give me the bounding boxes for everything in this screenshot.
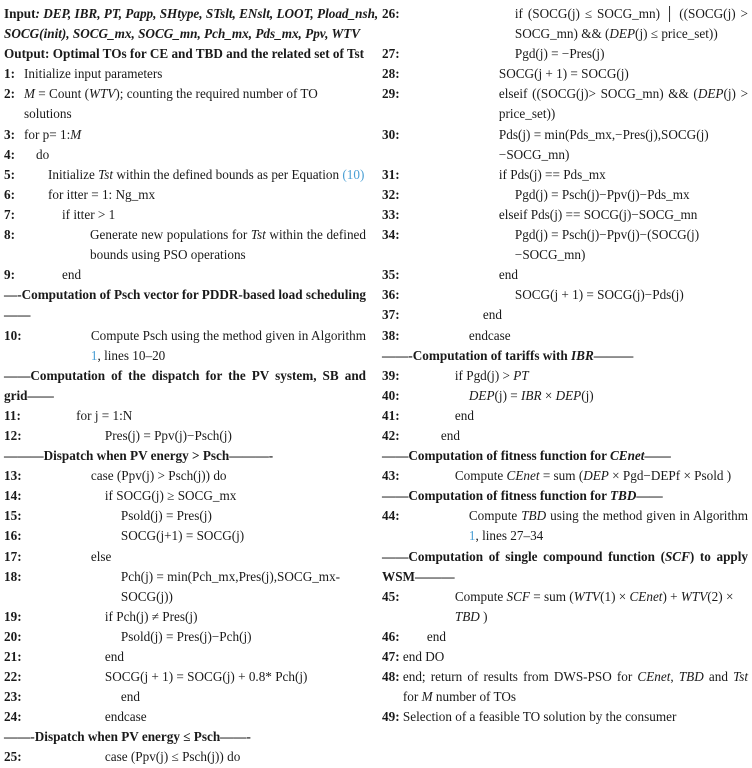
algorithm-line-number: 17: xyxy=(4,548,25,564)
algorithm-line-number: 35: xyxy=(382,267,403,283)
algorithm-line-text: DEP(j) = IBR × DEP(j) xyxy=(468,387,594,403)
algorithm-line-number: 6: xyxy=(4,186,19,202)
algorithm-line-text: case (Ppv(j) ≤ Psch(j)) do xyxy=(104,749,241,765)
algorithm-line-number: 40: xyxy=(382,387,403,403)
algorithm-line-number: 15: xyxy=(4,508,25,524)
algorithm-line xyxy=(4,526,366,546)
algorithm-line-text: Compute Psch using the method given in Algorithm 1, lines 10–20 xyxy=(90,327,370,363)
algorithm-line xyxy=(4,145,366,165)
algorithm-line-text: end xyxy=(120,689,140,705)
algorithm-line-text: Psold(j) = Pres(j)−Pch(j) xyxy=(120,628,252,644)
algorithm-line-number: 29: xyxy=(382,86,403,102)
algorithm-line-number: 10: xyxy=(4,327,25,343)
algorithm-line-number: 4: xyxy=(4,146,19,162)
algorithm-line-text: Compute TBD using the method given in Algorithm 1, lines 27–34 xyxy=(468,508,752,544)
algorithm-line-number: 49: xyxy=(382,709,403,725)
algorithm-line-text: SOCG(j + 1) = SOCG(j)−Pds(j) xyxy=(514,287,684,303)
algorithm-line xyxy=(4,647,366,667)
algorithm-line-text: if (SOCG(j) ≤ SOCG_mn) │ ((SOCG(j) > SOCG_mn) && (DEP(j) ≤ price_set)) xyxy=(514,6,752,42)
section-divider-label: —-Computation of Psch vector for PDDR-based load scheduling—— xyxy=(4,287,366,323)
algorithm-line xyxy=(382,326,748,346)
section-divider-label: ——-Dispatch when PV energy ≤ Psch——- xyxy=(4,729,251,745)
algorithm-line-number: 26: xyxy=(382,6,403,21)
algorithm-line xyxy=(4,326,370,366)
algorithm-line xyxy=(382,165,748,185)
algorithm-right-column xyxy=(376,0,752,725)
algorithm-input-line-2 xyxy=(4,24,366,44)
algorithm-line xyxy=(382,44,748,64)
algorithm-line xyxy=(382,205,748,225)
algorithm-line xyxy=(4,406,366,426)
algorithm-line-text: Generate new populations for Tst within the defined bounds using PSO operations xyxy=(90,227,370,263)
algorithm-line xyxy=(4,265,366,285)
algorithm-line-number: 46: xyxy=(382,628,403,644)
algorithm-line-text: for itter = 1: Ng_mx xyxy=(48,186,156,202)
algorithm-line xyxy=(4,205,366,225)
algorithm-line xyxy=(4,426,366,446)
algorithm-line-text: Compute SCF = sum (WTV(1) × CEnet) + WTV(2) × TBD ) xyxy=(454,588,737,624)
algorithm-line-number: 25: xyxy=(4,749,25,765)
algorithm-line-text: end xyxy=(426,628,446,644)
algorithm-line-number: 3: xyxy=(4,126,19,142)
algorithm-line-number: 8: xyxy=(4,227,19,243)
algorithm-line-number: 27: xyxy=(382,46,403,62)
algorithm-line-number: 20: xyxy=(4,628,25,644)
input-label: Input xyxy=(4,6,36,21)
algorithm-line-number: 28: xyxy=(382,66,403,82)
algorithm-line-text: elseif ((SOCG(j)> SOCG_mn) && (DEP(j) > price_set)) xyxy=(498,86,752,122)
algorithm-line-text: Psold(j) = Pres(j) xyxy=(120,508,212,524)
algorithm-line-text: end xyxy=(62,267,82,283)
algorithm-line-text: SOCG(j+1) = SOCG(j) xyxy=(120,528,245,544)
algorithm-line xyxy=(4,707,366,727)
algorithm-line-text: SOCG(j + 1) = SOCG(j) + 0.8* Pch(j) xyxy=(104,669,308,685)
algorithm-line xyxy=(4,125,366,145)
algorithm-line-number: 16: xyxy=(4,528,25,544)
algorithm-line-number: 31: xyxy=(382,166,403,182)
algorithm-line xyxy=(4,225,370,265)
algorithm-line-number: 36: xyxy=(382,287,403,303)
algorithm-line-number: 34: xyxy=(382,227,403,243)
algorithm-line-number: 39: xyxy=(382,367,403,383)
section-divider-label: ———Dispatch when PV energy > Psch———- xyxy=(4,448,274,464)
algorithm-line-number: 7: xyxy=(4,206,19,222)
algorithm-line xyxy=(382,185,748,205)
algorithm-line-text: end xyxy=(104,649,124,664)
algorithm-line-text: end DO xyxy=(402,649,445,664)
algorithm-line xyxy=(382,426,748,446)
algorithm-line xyxy=(382,64,748,84)
right-column-lines xyxy=(382,4,752,727)
algorithm-line-number: 33: xyxy=(382,206,403,222)
algorithm-line xyxy=(382,285,748,305)
algorithm-line xyxy=(4,466,366,486)
algorithm-line-text: end xyxy=(454,407,474,423)
section-divider-label: ——-Computation of tariffs with IBR——— xyxy=(382,347,634,363)
algorithm-line-text: if Pgd(j) > PT xyxy=(454,367,529,383)
algorithm-line xyxy=(4,64,366,84)
algorithm-line xyxy=(4,486,366,506)
algorithm-line xyxy=(382,647,748,667)
algorithm-line xyxy=(382,225,748,265)
algorithm-line-text: elseif Pds(j) == SOCG(j)−SOCG_mn xyxy=(498,206,698,222)
algorithm-line-text: case (Ppv(j) > Psch(j)) do xyxy=(90,468,227,484)
algorithm-line-text: else xyxy=(90,548,112,564)
algorithm-line xyxy=(382,386,748,406)
algorithm-line xyxy=(382,587,748,627)
algorithm-line-text: do xyxy=(36,146,50,162)
algorithm-line xyxy=(382,466,748,486)
algorithm-line xyxy=(4,627,366,647)
algorithm-line-text: end xyxy=(482,307,502,323)
algorithm-line-number: 22: xyxy=(4,669,25,685)
algorithm-line-text: Pch(j) = min(Pch_mx,Pres(j),SOCG_mx-SOCG(j)) xyxy=(120,568,341,604)
algorithm-line-number: 23: xyxy=(4,689,25,705)
algorithm-line-number: 30: xyxy=(382,126,403,142)
input-line-2-text: SOCG(init), SOCG_mx, SOCG_mn, Pch_mx, Pds_mx, Ppv, WTV xyxy=(4,26,361,42)
algorithm-line-number: 44: xyxy=(382,508,403,524)
algorithm-line xyxy=(382,627,748,647)
algorithm-line-number: 13: xyxy=(4,468,25,484)
algorithm-line xyxy=(382,84,752,124)
algorithm-line xyxy=(382,506,752,546)
algorithm-line-number: 32: xyxy=(382,186,403,202)
algorithm-line xyxy=(4,567,366,607)
algorithm-line-number: 47: xyxy=(382,649,403,664)
algorithm-line-number: 19: xyxy=(4,608,25,624)
algorithm-line-number: 38: xyxy=(382,327,403,343)
algorithm-line-text: Pgd(j) = Psch(j)−Ppv(j)−Pds_mx xyxy=(514,186,690,202)
algorithm-line-number: 14: xyxy=(4,488,25,504)
algorithm-line xyxy=(4,667,366,687)
algorithm-line xyxy=(4,607,366,627)
algorithm-line xyxy=(4,84,366,124)
algorithm-line-text: endcase xyxy=(468,327,511,343)
output-text: : Optimal TOs for CE and TBD and the related set of Tst xyxy=(45,46,365,62)
algorithm-line-number: 12: xyxy=(4,427,25,443)
algorithm-line-text: end; return of results from DWS-PSO for CEnet, TBD and Tst for M number of TOs xyxy=(402,669,752,705)
algorithm-line xyxy=(382,4,752,44)
algorithm-line-number: 2: xyxy=(4,86,19,102)
algorithm-line xyxy=(4,747,366,767)
input-line-1-text: : DEP, IBR, PT, Papp, SHtype, STslt, ENslt, LOOT, Pload_nsh, xyxy=(35,6,379,21)
algorithm-line-number: 42: xyxy=(382,427,403,443)
algorithm-line-text: Pds(j) = min(Pds_mx,−Pres(j),SOCG(j)−SOCG_mn) xyxy=(498,126,709,162)
section-divider-label: ——Computation of fitness function for TBD—— xyxy=(382,488,663,504)
algorithm-line-text: end xyxy=(440,427,460,443)
algorithm-line xyxy=(382,667,752,707)
output-label: Output xyxy=(4,46,46,62)
algorithm-line-text: Initialize input parameters xyxy=(24,66,163,82)
algorithm-line-number: 11: xyxy=(4,407,25,423)
algorithm-line-text: Initialize Tst within the defined bounds as per Equation (10) xyxy=(48,166,365,182)
algorithm-line-number: 5: xyxy=(4,166,19,182)
algorithm-input-line-1 xyxy=(4,4,379,24)
algorithm-line xyxy=(382,707,748,727)
algorithm-output-line xyxy=(4,44,366,64)
algorithm-line-number: 9: xyxy=(4,267,19,283)
algorithm-line xyxy=(382,305,748,325)
algorithm-line xyxy=(382,125,748,165)
algorithm-line xyxy=(4,547,366,567)
section-divider-label: ——Computation of fitness function for CEnet—— xyxy=(382,448,671,464)
algorithm-line-text: if Pch(j) ≠ Pres(j) xyxy=(104,608,198,624)
algorithm-line-text: Pres(j) = Ppv(j)−Psch(j) xyxy=(104,427,232,443)
algorithm-line xyxy=(4,687,366,707)
algorithm-line-text: if itter > 1 xyxy=(62,206,116,222)
section-divider-label: ——Computation of the dispatch for the PV system, SB and grid—— xyxy=(4,367,370,403)
algorithm-line xyxy=(382,406,748,426)
algorithm-line-number: 24: xyxy=(4,709,25,725)
algorithm-line-text: SOCG(j + 1) = SOCG(j) xyxy=(498,66,629,82)
algorithm-line-text: Compute CEnet = sum (DEP × Pgd−DEPf × Psold ) xyxy=(454,468,732,484)
algorithm-line-number: 21: xyxy=(4,649,25,664)
algorithm-line xyxy=(4,165,366,185)
algorithm-line-number: 45: xyxy=(382,588,403,604)
algorithm-line xyxy=(4,185,366,205)
algorithm-line-number: 1: xyxy=(4,66,19,82)
algorithm-line xyxy=(382,265,748,285)
algorithm-line-text: if SOCG(j) ≥ SOCG_mx xyxy=(104,488,237,504)
algorithm-line-text: M = Count (WTV); counting the required number of TO solutions xyxy=(24,86,322,122)
left-column-lines xyxy=(4,64,370,767)
algorithm-line-text: Pgd(j) = Psch(j)−Ppv(j)−(SOCG(j)−SOCG_mn) xyxy=(514,227,700,263)
algorithm-line-text: Selection of a feasible TO solution by the consumer xyxy=(402,709,677,725)
algorithm-line-number: 18: xyxy=(4,568,25,584)
section-divider-label: ——Computation of single compound function (SCF) to apply WSM——— xyxy=(382,548,752,584)
algorithm-line-text: end xyxy=(498,267,518,283)
algorithm-line-number: 48: xyxy=(382,669,403,685)
algorithm-line-number: 37: xyxy=(382,307,403,323)
algorithm-line-number: 43: xyxy=(382,468,403,484)
algorithm-line-number: 41: xyxy=(382,407,403,423)
algorithm-line-text: Pgd(j) = −Pres(j) xyxy=(514,46,605,62)
algorithm-line-text: if Pds(j) == Pds_mx xyxy=(498,166,606,182)
algorithm-line-text: endcase xyxy=(104,709,147,725)
algorithm-line-text: for j = 1:N xyxy=(76,407,133,423)
algorithm-line xyxy=(382,366,748,386)
algorithm-line-text: for p= 1:M xyxy=(24,126,82,142)
algorithm-line xyxy=(4,506,366,526)
